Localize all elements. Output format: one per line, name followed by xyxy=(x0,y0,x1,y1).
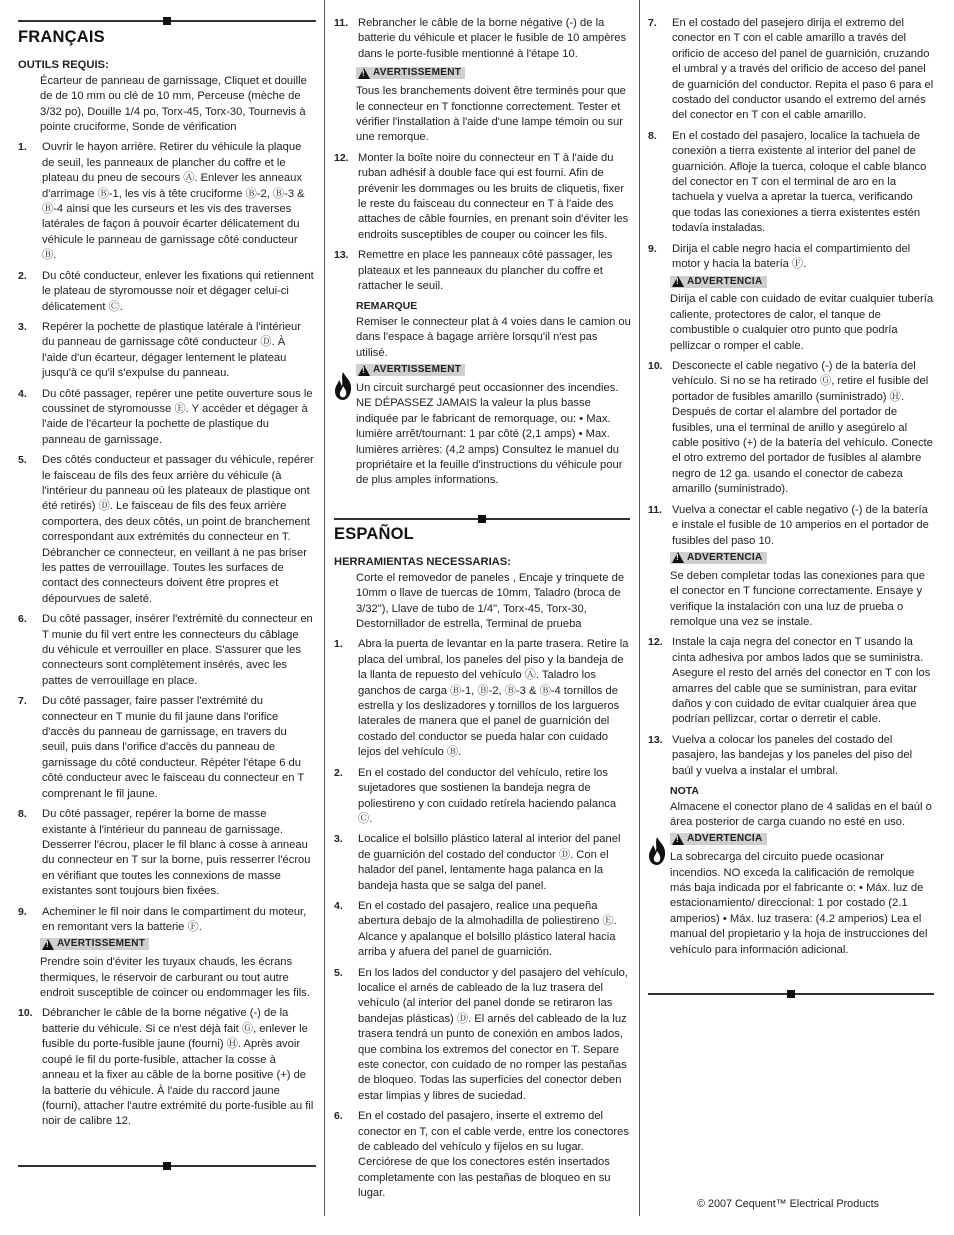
step-text: En el costado del pasajero, localice la tachuela de conexión a tierra existente al interior del panel de guarnición. Afloje la tuerca, coloque el cable blanco del conector en T con el terminal de aro en la tachuela y vuelva a apretar la tuerca, verificando que todas las conexiones a tierra existentes estén todavía instaladas. xyxy=(672,129,927,235)
step: 9. Dirija el cable negro hacia el compartimiento del motor y hacia la batería Ⓕ. xyxy=(648,242,934,273)
step-text: Du côté passager, repérer la borne de masse existante à l'intérieur du panneau de garnissage. Desserrer l'écrou, placer le fil blanc à cosse à anneau du connecteur en T sur la borne, puis resserrer l'écrou en vérifiant que toutes les connexions de masse existantes sont toujours bien fixées. xyxy=(42,808,311,898)
step-text: Instale la caja negra del conector en T usando la cinta adhesiva por ambos lados que se suministra. Asegure el resto del arnés del conector en T con los amarres del cable que se suministran, para evitar daños y con cuidado de evitar cualquier área que podrían pellizcar, cortar o derretir el cable. xyxy=(672,636,931,726)
note-heading: NOTA xyxy=(670,785,699,798)
step-text: Rebrancher le câble de la borne négative (-) de la batterie du véhicule et placer le fusible de 10 ampères dans le porte-fusible mentionné à l'étape 10. xyxy=(358,17,627,60)
warning-text: Tous les branchements doivent être terminés pour que le connecteur en T fonctionne correctement. Tester et vérifier l'installation à l'aide d'une lampe témoin ou sur une remorque. xyxy=(356,85,626,144)
step: 1. Ouvrir le hayon arrière. Retirer du véhicule la plaque de seuil, les panneaux de plancher du coffre et le plateau du pneu de secours Ⓐ. Enlever les anneaux d'arrimage Ⓑ-1, les vis à tête cruciforme Ⓑ-2, Ⓑ-3 & Ⓑ-4 ainsi que les curseurs et les vis des traverses latérales de façon à pouvoir écarter délicatement du véhicule le panneau de garnissage côté conducteur Ⓑ. xyxy=(18,140,314,263)
step: 1. Abra la puerta de levantar en la parte trasera. Retire la placa del umbral, los paneles del piso y la bandeja de la llanta de repuesto del vehículo Ⓐ. Taladro los ganchos de carga Ⓑ-1, Ⓑ-2, Ⓑ-3 & Ⓑ-4 tornillos de estrella y los deslizadores y tornillos de los largueros laterales de manera que el panel de guarnición del costado del conductor se pueda halar con cuidado lejos del vehículo Ⓑ. xyxy=(334,637,632,760)
spanish-section xyxy=(334,527,632,1202)
step: 11. Rebrancher le câble de la borne négative (-) de la batterie du véhicule et placer le fusible de 10 ampères dans le porte-fusible mentionné à l'étape 10. xyxy=(334,16,632,62)
warning-block xyxy=(334,64,632,146)
step-text: Remettre en place les panneaux côté passager, les plateaux et les panneaux du plancher du coffre et rattacher le seuil. xyxy=(358,249,613,292)
step-text: Repérer la pochette de plastique latérale à l'intérieur du panneau de garnissage côté conducteur Ⓓ. À l'aide d'un écarteur, dégager lentement le plateau jusqu'à ce qu'il s'expulse du panneau. xyxy=(42,320,301,380)
step-text: Ouvrir le hayon arrière. Retirer du véhicule la plaque de seuil, les panneaux de plancher du coffre et le plateau du pneu de secours Ⓐ. Enlever les anneaux d'arrimage Ⓑ-1, les vis à tête cruciforme Ⓑ-2, Ⓑ-3 & Ⓑ-4 ainsi que les curseurs et les vis des traverses latérales de façon à pouvoir écarter délicatement du véhicule le panneau de garnissage côté conducteur Ⓑ. xyxy=(42,141,305,262)
step: 10. Desconecte el cable negativo (-) de la batería del vehículo. Si no se ha retirado Ⓖ, retire el fusible del portador de fusibles amarillo (suministrado) Ⓗ. Después de cortar el alambre del portador de fusibles, una el terminal de anillo y asegúrelo al cable positivo (+) de la batería del vehículo. Conecte el otro extremo del portador de fusibles al alambre negro de 12 ga. usando el conector de cabeza amarillo (suministrado). xyxy=(648,359,934,498)
step-text: Du côté passager, insérer l'extrémité du connecteur en T munie du fil vert entre les connecteurs du câblage du véhicule et verrouiller en place. S'assurer que les connecteurs sont complètement insérés, avec les pattes de verrouillage en place. xyxy=(42,613,313,687)
step: 2. Du côté conducteur, enlever les fixations qui retiennent le plateau de styromousse noir et dégager celui-ci délicatement Ⓒ. xyxy=(18,269,314,315)
step-text: Localice el bolsillo plástico lateral al interior del panel de guarnición del costado del conductor Ⓓ. Con el halador del panel, lentamente haga palanca en la bandeja hasta que se salga del panel. xyxy=(358,833,621,892)
warning-text: Prendre soin d'éviter les tuyaux chauds, les écrans thermiques, le réservoir de carburant ou tout autre endroit susceptible de coincer ou endommager les fils. xyxy=(40,956,310,1000)
note-text: Almacene el conector plano de 4 salidas en el baúl o área posterior de carga cuando no esté en uso. xyxy=(670,800,932,828)
step-text: Monter la boîte noire du connecteur en T à l'aide du ruban adhésif à double face qui est fourni. Afin de prévenir les dommages ou les bruits de cliquetis, fixer le reste du faisceau du connecteur en T à l'aide des attaches de câble fournies, en prenant soin d'éviter les endroits susceptibles de couper ou coincer les fils. xyxy=(358,151,629,241)
section-rule xyxy=(648,993,934,995)
warning-block xyxy=(18,935,314,1001)
step: 3. Repérer la pochette de plastique latérale à l'intérieur du panneau de garnissage côté conducteur Ⓓ. À l'aide d'un écarteur, dégager lentement le plateau jusqu'à ce qu'il s'expulse du panneau. xyxy=(18,320,314,382)
step-text: Débrancher le câble de la borne négative (-) de la batterie du véhicule. Si ce n'est déjà fait Ⓖ, enlever le fusible du porte-fusible jaune (fourni) Ⓗ. Après avoir coupé le fil du porte-fusible, attacher la cosse à anneau et la fixer au câble de la borne positive (+) de la batterie du véhicule. À l'aide du raccord jaune (fourni), attacher l'autre extrémité du porte-fusible au fil noir de calibre 12. xyxy=(42,1007,314,1128)
tools-heading: OUTILS REQUIS: xyxy=(18,59,109,72)
tools-heading: HERRAMIENTAS NECESSARIAS: xyxy=(334,556,511,569)
step: 4. En el costado del pasajero, realice una pequeña abertura debajo de la almohadilla de poliestireno Ⓔ. Alcance y apalanque el bolsillo plástico lateral hacia arriba y afuera del panel de guarnición. xyxy=(334,899,632,961)
warning-text: Un circuit surchargé peut occasionner des incendies. NE DÉPASSEZ JAMAIS la valeur la plus basse indiquée par le fabricant de remorquage, ou: • Max. lumière arrêt/tournant: 1 par côté (2,1 amps) • Max. lumières arrières: (4,2 amps) Consultez le manuel du propriétaire et la feuille d'instructions du véhicule pour de plus amples informations. xyxy=(356,381,623,487)
warning-text: Dirija el cable con cuidado de evitar cualquier tubería caliente, protectores de calor, el tanque de combustible o cualquier otro punto que podría pellizcar o romper el cable. xyxy=(670,293,934,352)
note-heading: REMARQUE xyxy=(356,300,418,313)
step: 12. Instale la caja negra del conector en T usando la cinta adhesiva por ambos lados que se suministra. Asegure el resto del arnés del conector en T con los amarres del cable que se suministran, para evitar daños y con cuidado de evitar cualquier área que podrían pellizcar, cortar o derretir el cable. xyxy=(648,635,934,727)
warning-triangle-icon xyxy=(358,365,370,376)
step-text: Dirija el cable negro hacia el compartimiento del motor y hacia la batería Ⓕ. xyxy=(672,242,911,271)
french-section xyxy=(18,30,314,1130)
step: 4. Du côté passager, repérer une petite ouverture sous le coussinet de styromousse Ⓔ. Y accéder et dégager à l'aide de l'écarteur la pochette de plastique du panneau de garnissage. xyxy=(18,387,314,449)
warning-triangle-icon xyxy=(358,68,370,79)
step-text: Du côté passager, repérer une petite ouverture sous le coussinet de styromousse Ⓔ. Y accéder et dégager à l'aide de l'écarteur la pochette de plastique du panneau de garnissage. xyxy=(42,387,313,446)
warning-label: ! AVERTISSEMENT xyxy=(356,364,465,376)
step-text: Vuelva a conectar el cable negativo (-) de la batería e instale el fusible de 10 amperios en el portador de fusibles del paso 10. xyxy=(672,503,929,547)
step: 7. En el costado del pasejero dirija el extremo del conector en T con el cable amarillo a través del orificio de acceso del panel de guarnición, cruzando el umbral y a través del orificio de acceso del panel de guarnición del conductor. Repita el paso 6 para el costado del conductor usando el extremo del arnés del conector en T con el cable amarillo. xyxy=(648,16,934,124)
step: 13. Remettre en place les panneaux côté passager, les plateaux et les panneaux du plancher du coffre et rattacher le seuil. xyxy=(334,248,632,294)
warning-block xyxy=(648,549,934,631)
copyright-footer: © 2007 Cequent™ Electrical Products xyxy=(697,1198,879,1210)
step-text: En el costado del pasejero dirija el extremo del conector en T con el cable amarillo a través del orificio de acceso del panel de guarnición, cruzando el umbral y a través del orificio de acceso del panel de guarnición del conductor. Repita el paso 6 para el costado del conductor usando el extremo del arnés del conector en T con el cable amarillo. xyxy=(672,17,934,122)
step-text: Du côté conducteur, enlever les fixations qui retiennent le plateau de styromousse noir et dégager celui-ci délicatement Ⓒ. xyxy=(42,269,314,313)
tools-list: Corte el removedor de paneles , Encaje y trinquete de 10mm o llave de tuercas de 10mm, Taladro (broca de 3/32"), Llave de tubo de 1/4", Torx-45, Torx-30, Destornillador de estrella, Terminal de prueba xyxy=(356,571,625,631)
section-title-spanish: ESPAÑOL xyxy=(334,525,414,543)
fire-icon xyxy=(646,836,668,866)
warning-triangle-icon xyxy=(672,276,684,287)
step-text: Du côté passager, faire passer l'extrémité du connecteur en T munie du fil jaune dans l'orifice d'accès du panneau de garnissage, en travers du seuil, puis dans l'orifice d'accès du panneau de garnissage du côté conducteur. Répéter l'étape 6 du côté conducteur avec le faisceau du connecteur en T comprenant le fil jaune. xyxy=(42,695,305,800)
note-block xyxy=(648,784,934,830)
warning-label: ! ADVERTENCIA xyxy=(670,552,767,564)
warning-triangle-icon xyxy=(42,939,54,950)
warning-label: ! AVERTISSEMENT xyxy=(40,938,149,950)
warning-triangle-icon xyxy=(672,834,684,845)
step: 13. Vuelva a colocar los paneles del costado del pasajero, las bandejas y los paneles del piso del baúl y vuelva a instalar el umbral. xyxy=(648,733,934,779)
step-text: En los lados del conductor y del pasajero del vehículo, localice el arnés de cableado de la luz trasera del vehículo (al interior del panel donde se retiraron las bandejas plásticas) Ⓓ. El arnés del cableado de la luz trasera tendrá un punto de conexión en ambos lados, que combina los extremos del conector en T. Separe este conector, con cuidado de no romper las pestañas de bloqueo. Todas las superficies del conector deben estar limpias y libres de suciedad. xyxy=(358,966,628,1102)
warning-block xyxy=(648,273,934,355)
fire-icon xyxy=(332,371,354,401)
step-text: Abra la puerta de levantar en la parte trasera. Retire la placa del umbral, los paneles del piso y la bandeja de la llanta de repuesto del vehículo Ⓐ. Taladro los ganchos de carga Ⓑ-1, Ⓑ-2, Ⓑ-3 & Ⓑ-4 tornillos de estrella y los deslizadores y tornillos de los largueros laterales de manera que el panel de guarnición del costado del conductor se pueda halar con cuidado lejos del vehículo Ⓑ. xyxy=(358,638,629,759)
step: 7. Du côté passager, faire passer l'extrémité du connecteur en T munie du fil jaune dans l'orifice d'accès du panneau de garnissage, en travers du seuil, puis dans l'orifice d'accès du panneau de garnissage du côté conducteur. Répéter l'étape 6 du côté conducteur avec le faisceau du connecteur en T comprenant le fil jaune. xyxy=(18,694,314,802)
step-text: En el costado del pasajero, inserte el extremo del conector en T, con el cable verde, entre los conectores de cableado del vehículo y fíjelos en su lugar. Cerciórese de que los conectores estén insertados completamente con las pestañas de bloqueo en su lugar. xyxy=(358,1110,629,1200)
warning-text: La sobrecarga del circuito puede ocasionar incendios. NO exceda la calificación de remolque más baja indicada por el fabricante o: • Máx. luz de estacionamiento/ direccional: 1 por costado (2.1 amperios) • Máx. luz trasera: (4.2 amperios) Lea el manual del propietario y la hoja de instrucciones del vehículo para información adicional. xyxy=(670,851,928,956)
section-rule xyxy=(18,1165,316,1167)
step: 2. En el costado del conductor del vehículo, retire los sujetadores que sostienen la bandeja negra de poliestireno y con cuidado retírela haciendo palanca Ⓒ. xyxy=(334,766,632,828)
step-text: Vuelva a colocar los paneles del costado del pasajero, las bandejas y los paneles del piso del baúl y vuelva a instalar el umbral. xyxy=(672,733,913,777)
step-text: En el costado del conductor del vehículo, retire los sujetadores que sostienen la bandeja negra de poliestireno y con cuidado retírela haciendo palanca Ⓒ. xyxy=(358,766,617,825)
step: 11. Vuelva a conectar el cable negativo (-) de la batería e instale el fusible de 10 amperios en el portador de fusibles del paso 10. xyxy=(648,503,934,549)
column-divider-left xyxy=(324,0,325,1216)
step: 3. Localice el bolsillo plástico lateral al interior del panel de guarnición del costado del conductor Ⓓ. Con el halador del panel, lentamente haga palanca en la bandeja hasta que se salga del panel. xyxy=(334,832,632,894)
note-text: Remiser le connecteur plat à 4 voies dans le camion ou dans l'espace à bagage arrière lorsqu'il n'est pas utilisé. xyxy=(356,315,631,359)
step: 12. Monter la boîte noire du connecteur en T à l'aide du ruban adhésif à double face qui est fourni. Afin de prévenir les dommages ou les bruits de cliquetis, fixer le reste du faisceau du connecteur en T à l'aide des attaches de câble fournies, en prenant soin d'éviter les endroits susceptibles de couper ou coincer les fils. xyxy=(334,151,632,243)
fire-warning-block xyxy=(648,830,934,958)
warning-triangle-icon xyxy=(672,552,684,563)
step: 5. En los lados del conductor y del pasajero del vehículo, localice el arnés de cableado de la luz trasera del vehículo (al interior del panel donde se retiraron las bandejas plásticas) Ⓓ. El arnés del cableado de la luz trasera tendrá un punto de conexión en ambos lados, que combina los extremos del conector en T. Separe este conector, con cuidado de no romper las pestañas de bloqueo. Todas las superficies del conector deben estar limpias y libres de suciedad. xyxy=(334,966,632,1105)
column-divider-right xyxy=(639,0,640,1216)
spanish-section-continued xyxy=(648,12,934,958)
warning-label: ! AVERTISSEMENT xyxy=(356,67,465,79)
step: 8. En el costado del pasajero, localice la tachuela de conexión a tierra existente al interior del panel de guarnición. Afloje la tuerca, coloque el cable blanco del conector en T con el terminal de aro en la tachuela y vuelva a apretar la tuerca, verificando que todas las conexiones a tierra existentes estén todavía instaladas. xyxy=(648,129,934,237)
warning-label: ! ADVERTENCIA xyxy=(670,833,767,845)
step-text: En el costado del pasajero, realice una pequeña abertura debajo de la almohadilla de poliestireno Ⓔ. Alcance y apalanque el bolsillo plástico lateral hacia arriba y afuera del panel de guarnición. xyxy=(358,899,617,959)
step: 5. Des côtés conducteur et passager du véhicule, repérer le faisceau de fils des feux arrière du véhicule (à l'intérieur du panneau où les plateaux de plastique ont été retirés) Ⓓ. Le faisceau de fils des feux arrière comportera, des deux côtés, un point de branchement correspondant aux extrémités du connecteur en T. Débrancher ce connecteur, en veillant à ne pas briser les pattes de verrouillage. Toutes les surfaces de contact des connecteurs doivent être propres et dépourvues de saleté. xyxy=(18,453,314,607)
note-block xyxy=(334,299,632,361)
section-rule xyxy=(334,518,630,520)
step: 6. Du côté passager, insérer l'extrémité du connecteur en T munie du fil vert entre les connecteurs du câblage du véhicule et verrouiller en place. S'assurer que les connecteurs sont complètement insérés, avec les pattes de verrouillage en place. xyxy=(18,612,314,689)
tools-list: Écarteur de panneau de garnissage, Cliquet et douille de de 10 mm ou clé de 10 mm, Perceuse (mèche de 3/32 po), Douille 1/4 po, Torx-45, Torx-30, Tournevis à pointe cruciforme, Sonde de vérification xyxy=(40,74,307,134)
step: 9. Acheminer le fil noir dans le compartiment du moteur, en remontant vers la batterie Ⓕ. xyxy=(18,905,314,936)
french-section-continued xyxy=(334,12,632,489)
section-title-french: FRANÇAIS xyxy=(18,28,105,46)
step: 10. Débrancher le câble de la borne négative (-) de la batterie du véhicule. Si ce n'est déjà fait Ⓖ, enlever le fusible du porte-fusible jaune (fourni) Ⓗ. Après avoir coupé le fil du porte-fusible, attacher la cosse à anneau et la fixer au câble de la borne positive (+) de la batterie du véhicule. À l'aide du raccord jaune (fourni), attacher l'autre extrémité du porte-fusible au fil noir de calibre 12. xyxy=(18,1006,314,1129)
warning-text: Se deben completar todas las conexiones para que el conector en T funcione correctamente. Ensaye y verifique la instalación con una luz de prueba o remolque una vez se instale. xyxy=(670,569,925,629)
fire-warning-block xyxy=(334,361,632,489)
step-text: Acheminer le fil noir dans le compartiment du moteur, en remontant vers la batterie Ⓕ. xyxy=(42,905,307,933)
step: 8. Du côté passager, repérer la borne de masse existante à l'intérieur du panneau de garnissage. Desserrer l'écrou, placer le fil blanc à cosse à anneau du connecteur en T sur la borne, puis resserrer l'écrou en vérifiant que toutes les connexions de masse existantes sont toujours bien fixées. xyxy=(18,807,314,899)
step-text: Des côtés conducteur et passager du véhicule, repérer le faisceau de fils des feux arrière du véhicule (à l'intérieur du panneau où les plateaux de plastique ont été retirés) Ⓓ. Le faisceau de fils des feux arrière comportera, des deux côtés, un point de branchement correspondant aux extrémités du connecteur en T. Débrancher ce connecteur, en veillant à ne pas briser les pattes de verrouillage. Toutes les surfaces de contact des connecteurs doivent être propres et dépourvues de saleté. xyxy=(42,454,314,605)
warning-label: ! ADVERTENCIA xyxy=(670,276,767,288)
section-rule xyxy=(18,20,316,22)
step-text: Desconecte el cable negativo (-) de la batería del vehículo. Si no se ha retirado Ⓖ, retire el fusible del portador de fusibles amarillo (suministrado) Ⓗ. Después de cortar el alambre del portador de fusibles, una el terminal de anillo y asegúrelo al cable positivo (+) de la batería del vehículo. Conecte el otro extremo del portador de fusibles al alambre negro de 12 ga. usando el conector de cabeza amarillo (suministrado). xyxy=(672,360,933,496)
step: 6. En el costado del pasajero, inserte el extremo del conector en T, con el cable verde, entre los conectores de cableado del vehículo y fíjelos en su lugar. Cerciórese de que los conectores estén insertados completamente con las pestañas de bloqueo en su lugar. xyxy=(334,1109,632,1201)
